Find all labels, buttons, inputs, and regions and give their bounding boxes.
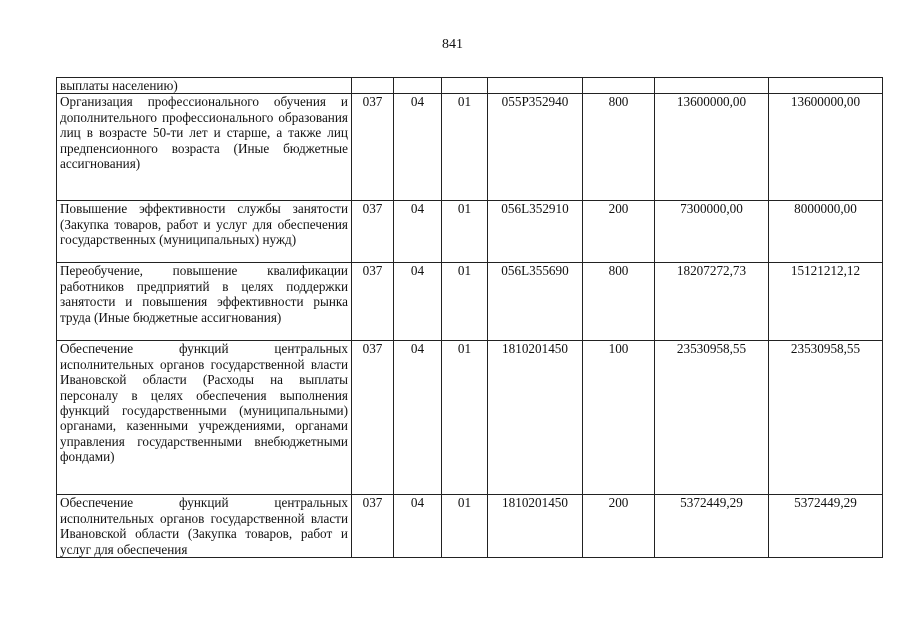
row-description: Переобучение, повышение квалификации работников предприятий в целях поддержки занятости и повышения эффективности рынка труда (Иные бюджетные ассигнования) xyxy=(57,263,352,341)
cell-amount-year-2: 5372449,29 xyxy=(769,495,883,558)
row-description: Повышение эффективности службы занятости (Закупка товаров, работ и услуг для обеспечения государственных (муниципальных) нужд) xyxy=(57,201,352,263)
cell-amount-year-1: 23530958,55 xyxy=(655,341,769,495)
table-row xyxy=(57,263,883,341)
cell-target-article: 1810201450 xyxy=(488,495,583,558)
page-number: 841 xyxy=(442,37,463,52)
cell-target-article: 1810201450 xyxy=(488,341,583,495)
cell-amount-year-2: 15121212,12 xyxy=(769,263,883,341)
cell-subsection-code: 01 xyxy=(442,495,488,558)
cell-ministry-code: 037 xyxy=(352,495,394,558)
cell-ministry-code xyxy=(352,78,394,94)
row-description: Обеспечение функций центральных исполнительных органов государственной власти Ивановской области (Расходы на выплаты персоналу в целях обеспечения выполнения функций государственными (муниципальными) органами, казенными учреждениями, органами управления государственными внебюджетными фондами) xyxy=(57,341,352,495)
budget-table xyxy=(56,77,883,558)
table-row xyxy=(57,495,883,558)
cell-expense-type: 800 xyxy=(583,94,655,201)
cell-subsection-code: 01 xyxy=(442,201,488,263)
cell-expense-type: 200 xyxy=(583,495,655,558)
cell-amount-year-1: 18207272,73 xyxy=(655,263,769,341)
cell-amount-year-1: 13600000,00 xyxy=(655,94,769,201)
cell-section-code: 04 xyxy=(394,495,442,558)
cell-expense-type xyxy=(583,78,655,94)
cell-amount-year-2: 13600000,00 xyxy=(769,94,883,201)
row-description: выплаты населению) xyxy=(57,78,352,94)
cell-expense-type: 200 xyxy=(583,201,655,263)
cell-amount-year-1: 5372449,29 xyxy=(655,495,769,558)
cell-target-article: 055P352940 xyxy=(488,94,583,201)
cell-amount-year-2 xyxy=(769,78,883,94)
cell-amount-year-2: 23530958,55 xyxy=(769,341,883,495)
table-row xyxy=(57,341,883,495)
cell-ministry-code: 037 xyxy=(352,94,394,201)
cell-amount-year-1 xyxy=(655,78,769,94)
cell-section-code: 04 xyxy=(394,341,442,495)
cell-subsection-code xyxy=(442,78,488,94)
cell-subsection-code: 01 xyxy=(442,263,488,341)
cell-section-code: 04 xyxy=(394,263,442,341)
table-row xyxy=(57,78,883,94)
cell-ministry-code: 037 xyxy=(352,201,394,263)
cell-amount-year-1: 7300000,00 xyxy=(655,201,769,263)
cell-subsection-code: 01 xyxy=(442,94,488,201)
cell-target-article xyxy=(488,78,583,94)
table-row xyxy=(57,94,883,201)
row-description: Организация профессионального обучения и дополнительного профессионального образования лиц в возрасте 50-ти лет и старше, а также лиц предпенсионного возраста (Иные бюджетные ассигнования) xyxy=(57,94,352,201)
cell-section-code: 04 xyxy=(394,94,442,201)
cell-section-code: 04 xyxy=(394,201,442,263)
cell-expense-type: 800 xyxy=(583,263,655,341)
cell-amount-year-2: 8000000,00 xyxy=(769,201,883,263)
cell-subsection-code: 01 xyxy=(442,341,488,495)
cell-expense-type: 100 xyxy=(583,341,655,495)
table-row xyxy=(57,201,883,263)
row-description: Обеспечение функций центральных исполнительных органов государственной власти Ивановской области (Закупка товаров, работ и услуг для обеспечения xyxy=(57,495,352,558)
cell-ministry-code: 037 xyxy=(352,263,394,341)
cell-target-article: 056L355690 xyxy=(488,263,583,341)
cell-ministry-code: 037 xyxy=(352,341,394,495)
cell-section-code xyxy=(394,78,442,94)
cell-target-article: 056L352910 xyxy=(488,201,583,263)
